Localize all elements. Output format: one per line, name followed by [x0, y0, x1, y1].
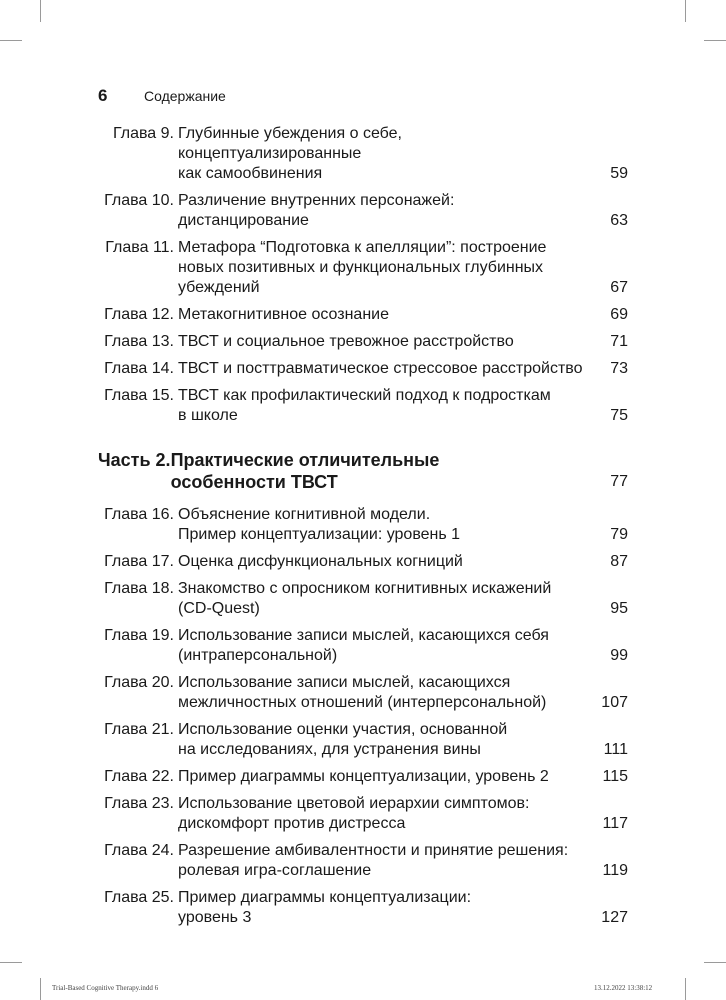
toc-entry	[98, 794, 628, 834]
toc-entry-label: Глава 13.	[104, 333, 174, 350]
toc-entry	[98, 552, 628, 572]
toc-entry-page: 127	[601, 909, 628, 926]
toc-entry	[98, 191, 628, 231]
toc-entry-label: Глава 21.	[104, 721, 174, 738]
crop-mark	[685, 0, 686, 22]
toc-entry-title: Метакогнитивное осознание	[178, 306, 389, 323]
toc-entry-label: Глава 22.	[104, 768, 174, 785]
toc-entry-page: 95	[610, 600, 628, 617]
toc-entry	[98, 720, 628, 760]
toc-entry-label: Глава 20.	[104, 674, 174, 691]
toc-entry-label: Глава 25.	[104, 889, 174, 906]
toc-entry-label: Часть 2.	[98, 450, 171, 470]
toc-entry-title: Использование цветовой иерархии симптомов: дискомфорт против дистресса	[178, 795, 530, 832]
toc-entry-page: 99	[610, 647, 628, 664]
crop-mark	[704, 962, 726, 963]
toc-entry-title: Объяснение когнитивной модели. Пример концептуализации: уровень 1	[178, 506, 461, 543]
toc-entry-title: Разрешение амбивалентности и принятие решения: ролевая игра-соглашение	[178, 842, 569, 879]
toc-entry-label: Глава 16.	[104, 506, 174, 523]
toc-part-entry	[98, 449, 628, 493]
crop-mark	[704, 40, 726, 41]
toc-entry-label: Глава 11.	[105, 239, 174, 256]
toc-entry-title: Глубинные убеждения о себе, концептуализированные как самообвинения	[178, 125, 402, 182]
toc-entry-label: Глава 12.	[104, 306, 174, 323]
toc-entry-page: 77	[610, 473, 628, 490]
toc-entry	[98, 359, 628, 379]
toc-entry	[98, 332, 628, 352]
toc-entry-title: Различение внутренних персонажей: дистанцирование	[178, 192, 455, 229]
table-of-contents	[98, 124, 628, 935]
toc-entry-title: ТВСТ и посттравматическое стрессовое расстройство	[178, 360, 583, 377]
toc-entry	[98, 888, 628, 928]
toc-entry-title: ТВСТ как профилактический подход к подросткам в школе	[178, 387, 551, 424]
toc-entry-page: 117	[602, 815, 628, 832]
toc-entry-label: Глава 24.	[104, 842, 174, 859]
slug-date-info: 13.12.2022 13:38:12	[594, 984, 653, 992]
toc-entry	[98, 238, 628, 298]
toc-entry-title: Оценка дисфункциональных когниций	[178, 553, 463, 570]
toc-entry-page: 71	[610, 333, 628, 350]
page-number: 6	[98, 86, 108, 105]
toc-entry-label: Глава 18.	[104, 580, 174, 597]
toc-entry	[98, 626, 628, 666]
toc-entry-label: Глава 10.	[104, 192, 174, 209]
toc-entry-page: 59	[610, 165, 628, 182]
toc-entry-page: 73	[610, 360, 628, 377]
crop-mark	[40, 0, 41, 22]
toc-entry-label: Глава 14.	[104, 360, 174, 377]
toc-entry-label: Глава 9.	[112, 125, 174, 142]
toc-entry	[98, 673, 628, 713]
toc-entry	[98, 767, 628, 787]
toc-entry	[98, 505, 628, 545]
toc-entry	[98, 579, 628, 619]
toc-entry-label: Глава 19.	[104, 627, 174, 644]
crop-mark	[0, 40, 22, 41]
toc-entry	[98, 841, 628, 881]
toc-entry-label: Глава 15.	[104, 387, 174, 404]
toc-entry-label: Глава 17.	[104, 553, 174, 570]
toc-entry-title: Пример диаграммы концептуализации: уровень 3	[178, 889, 472, 926]
crop-mark	[685, 978, 686, 1000]
toc-entry-page: 111	[603, 741, 628, 758]
toc-entry-page: 107	[601, 694, 628, 711]
toc-entry-page: 75	[610, 407, 628, 424]
toc-entry-page: 63	[610, 212, 628, 229]
toc-entry-page: 79	[610, 526, 628, 543]
toc-entry	[98, 124, 628, 184]
toc-entry-title: ТВСТ и социальное тревожное расстройство	[178, 333, 514, 350]
toc-entry-page: 87	[610, 553, 628, 570]
crop-mark	[40, 978, 41, 1000]
toc-entry-page: 115	[602, 768, 628, 785]
toc-entry-title: Метафора “Подготовка к апелляции”: построение новых позитивных и функциональных глубинных убеждений	[178, 239, 547, 296]
toc-entry-title: Пример диаграммы концептуализации, уровень 2	[178, 768, 549, 785]
crop-mark	[0, 962, 22, 963]
toc-entry-title: Использование записи мыслей, касающихся себя (интраперсональной)	[178, 627, 549, 664]
toc-entry-title: Использование записи мыслей, касающихся межличностных отношений (интерперсональной)	[178, 674, 547, 711]
page-header	[98, 86, 226, 110]
toc-entry	[98, 305, 628, 325]
slug-file-info: Trial-Based Cognitive Therapy.indd 6	[52, 984, 159, 992]
toc-entry-title: Использование оценки участия, основанной на исследованиях, для устранения вины	[178, 721, 508, 758]
toc-entry-page: 69	[610, 306, 628, 323]
running-head: Содержание	[144, 88, 226, 104]
toc-entry-title: Знакомство с опросником когнитивных искажений (CD-Quest)	[178, 580, 552, 617]
toc-entry-title: Практические отличительные особенности ТВСТ	[170, 450, 440, 492]
toc-entry-label: Глава 23.	[104, 795, 174, 812]
toc-entry	[98, 386, 628, 426]
toc-entry-page: 67	[610, 279, 628, 296]
toc-entry-page: 119	[602, 862, 628, 879]
